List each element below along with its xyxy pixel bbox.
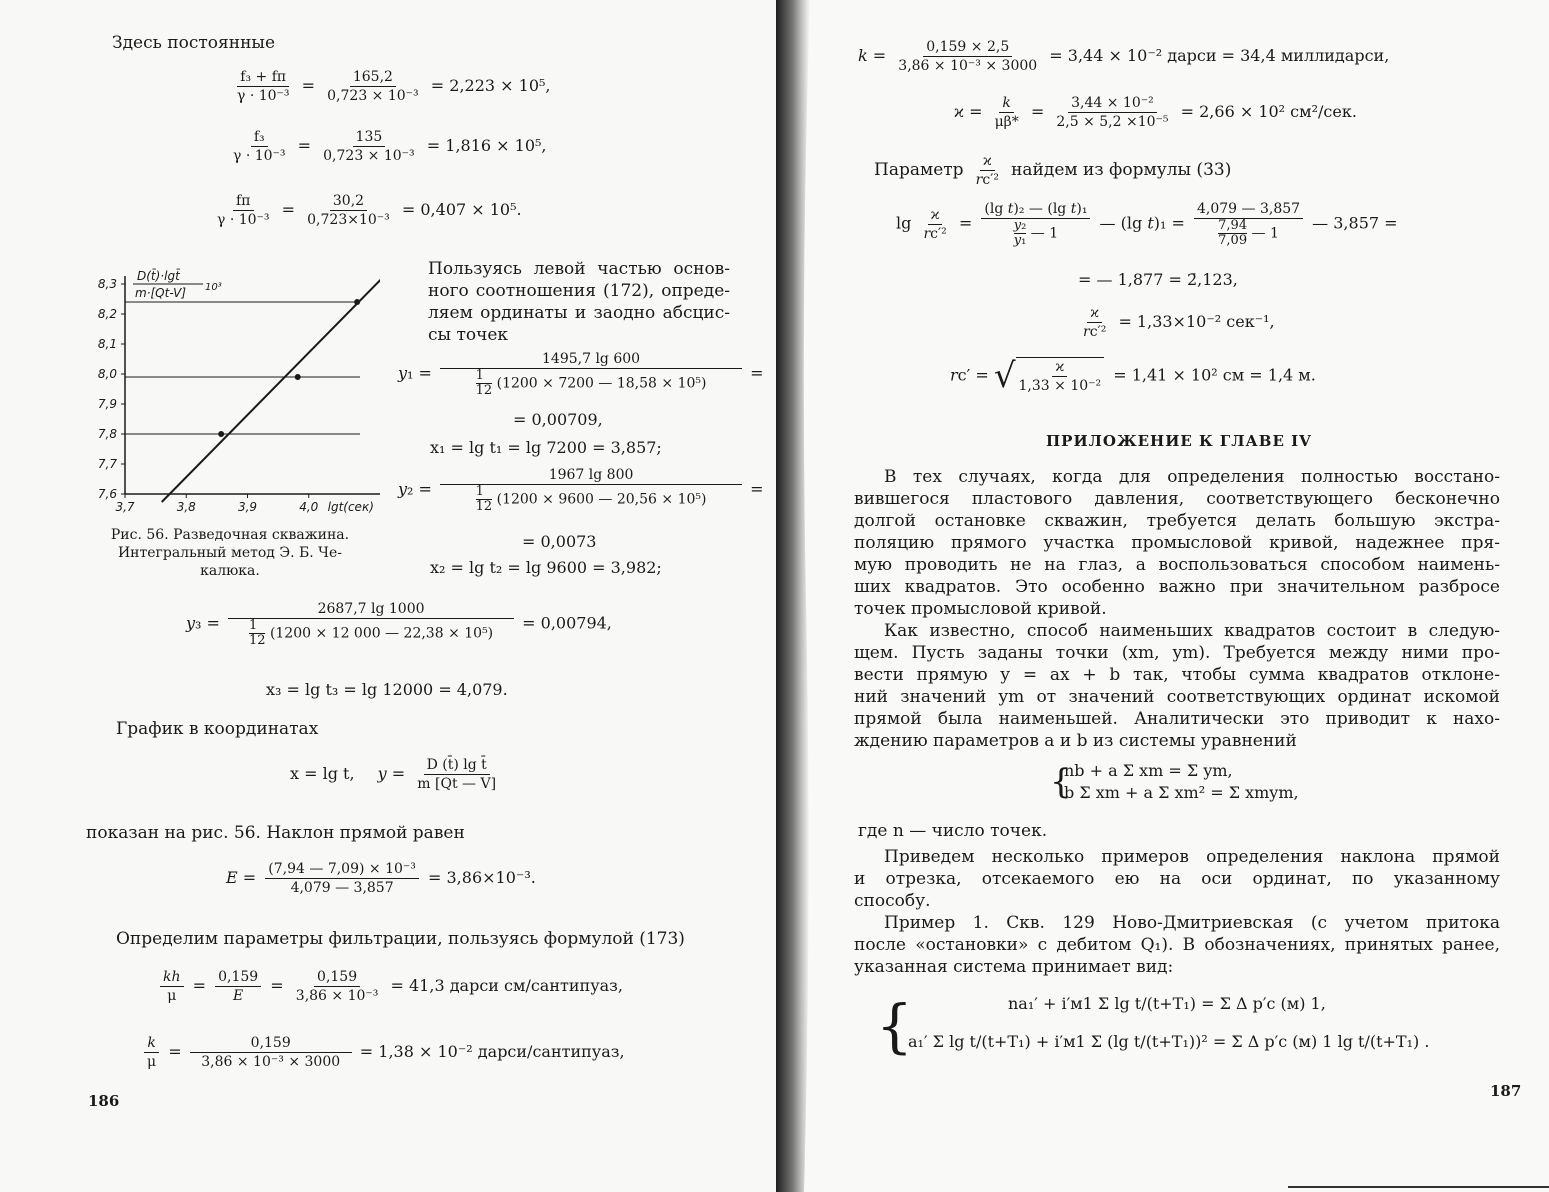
p2-line-4: ний значений ym от значений соответствующих ординат искомой bbox=[854, 687, 1500, 707]
coords-y-denominator: m [Qt — V] bbox=[417, 776, 497, 792]
p1-line-1: В тех случаях, когда для определения полностью восстано- bbox=[884, 467, 1500, 487]
rc-equation: rс′ = √ $\frac{ϰ}{\text{1,33 × 10⁻²}}$ = 1,41 × 10² см = 1,4 м. bbox=[950, 356, 1316, 396]
lg-second-line: = — 1,877 = 2̄,123, bbox=[1078, 270, 1238, 289]
side-line-4: сы точек bbox=[428, 325, 509, 345]
kmu-result: = 1,38 × 10⁻² дарси/сантипуаз, bbox=[359, 1042, 625, 1061]
x-tick-label: 4,0 bbox=[299, 500, 319, 514]
page-number-right: 187 bbox=[1490, 1082, 1522, 1100]
p1-line-5: мую проводить не на глаз, а воспользоваться способом наимень- bbox=[854, 555, 1500, 575]
y2-denominator: (1200 × 9600 — 20,56 × 10⁵) bbox=[496, 491, 707, 508]
where-text: где n — число точек. bbox=[858, 821, 1048, 841]
graph-text: График в координатах bbox=[116, 719, 319, 739]
final-eq-1: na₁′ + i′м1 Σ lg t/(t+T₁) = Σ Δ p′с (м) 1, bbox=[1008, 994, 1326, 1013]
paragraph-2 bbox=[854, 620, 1500, 752]
caption-line-1: Рис. 56. Разведочная скважина. bbox=[110, 527, 350, 543]
p2-line-3: вести прямую y = ax + b так, чтобы сумма квадратов отклоне- bbox=[854, 665, 1500, 685]
kh-equation: $\frac{kh}{\mu}$ = $\frac{0,159}{E}$ = $\frac{0,159}{\text{3,86 × 10⁻³}}$ = 41,3 дарси см/сантипуаз, bbox=[156, 968, 623, 1005]
paragraph-1 bbox=[854, 466, 1500, 620]
p2-line-2: щем. Пусть заданы точки (xm, ym). Требуется между ними про- bbox=[854, 643, 1500, 663]
x-tick-label: 3,9 bbox=[237, 500, 258, 514]
kappa-equation: ϰ = $\frac{k}{\mu\beta*}$ = $\frac{\text{3,44 × 10⁻²}}{\text{2,5 × 5,2 ×10⁻⁵}}$ = 2,66 × 10² см²/сек. bbox=[954, 95, 1357, 130]
coords-y-numerator: D (t̄) lg t̄ bbox=[424, 756, 490, 775]
y1-result: = 0,00709, bbox=[513, 410, 603, 429]
p2-line-6: ждению параметров a и b из системы уравнений bbox=[854, 731, 1297, 751]
kh-result: = 41,3 дарси см/сантипуаз, bbox=[390, 976, 623, 995]
E-result: = 3,86×10⁻³. bbox=[428, 868, 536, 887]
example-line-2: после «остановки» с дебитом Q₁). В обозначениях, принятых ранее, bbox=[854, 935, 1500, 955]
x2-equation: x₂ = lg t₂ = lg 9600 = 3,982; bbox=[430, 558, 662, 577]
bottom-rule bbox=[1288, 1186, 1549, 1188]
right-page: k = $\frac{0,159 \times 2,5}{\text{3,86 × 10⁻³ × 3000}}$ = 3,44 × 10⁻² дарси = 34,4 миллидарси, ϰ = $\frac{k}{\mu\beta*}$ = $\frac{\text{3,44 × 10⁻²}}{\text{2,5 × 5,2 ×10⁻⁵}}$ = 2,66 × 10² см²/сек. Параметр $\frac{ϰ}{\text{rс′²}}$ найдем из формулы (33) lg $\frac{ϰ}{\text{rс′²}}$ = (lg t)₂ — (lg t)₁ $\frac{\text{y₂}}{\text{y₁}}$ — 1 — (lg t)₁ = 4,079 — 3,857 $\frac{7,94}{7,09}$ — 1 — 3,857 = = — 1,877 = 2̄,123, $\frac{ϰ}{\text{rс′²}}$ = 1,33×10⁻² сек⁻¹, rс′ = √ $\frac{ϰ}{\text{1,33 × 10⁻²}}$ = 1,41 × 10² см = 1,4 м. ПРИЛОЖЕНИЕ К ГЛАВЕ IV В тех случаях, когда для определения полностью восстано- вившегося пластового давления, соответствующего бесконечно долгой остановке скважин, требуется делать большую экстра- поляцию прямого участка промысловой кривой, надежнее пря- мую проводить не на глаз, а воспользоваться способом наимень- ших квадратов. Это особенно важно при значительном разбросе точек промысловой кривой. Как известно, способ наименьших квадратов состоит в следую- щем. Пусть заданы точки (xm, ym). Требуется между ними про- вести прямую y = ax + b так, чтобы сумма квадратов отклоне- ний значений ym от значений соответствующих ординат искомой прямой была наименьшей. Аналитически это приводит к нахо- ждению параметров a и b из системы уравнений { nb + a Σ xm = Σ ym, b Σ xm + a Σ xm² = Σ xmym, где n — число точек. Приведем несколько примеров определения наклона прямой и отрезка, отсекаемого ею на оси ординат, по указанному способу. Пример 1. Скв. 129 Ново-Дмитриевская (с учетом притока после «остановки» с дебитом Q₁). В обозначениях, принятых ранее, указанная система принимает вид: { na₁′ + i′м1 Σ lg t/(t+T₁) = Σ Δ p′с (м) 1, a₁′ Σ lg t/(t+T₁) + i′м1 Σ (lg t/(t+T₁))² = Σ Δ p′с (м) 1 lg t/(t+T₁) . 187 bbox=[778, 0, 1549, 1192]
y-axis-label-denominator: m·[Qt-V] bbox=[135, 286, 187, 300]
side-paragraph bbox=[428, 258, 730, 346]
p1-line-2: вившегося пластового давления, соответствующего бесконечно bbox=[854, 489, 1500, 509]
rc-result: = 1,41 × 10² см = 1,4 м. bbox=[1113, 365, 1316, 385]
y-tick-label: 8,0 bbox=[97, 367, 117, 381]
y-tick-label: 8,1 bbox=[97, 337, 117, 351]
p2-line-1: Как известно, способ наименьших квадратов состоит в следую- bbox=[884, 621, 1500, 641]
example-paragraph bbox=[854, 912, 1500, 978]
y3-equation: y₃ = 2687,7 lg 1000 $\frac{1}{12}$ (1200 × 12 000 — 22,38 × 10⁵) = 0,00794, bbox=[186, 601, 612, 648]
E-denominator: 4,079 — 3,857 bbox=[290, 880, 394, 896]
system-eq-2: b Σ xm + a Σ xm² = Σ xmym, bbox=[1064, 783, 1299, 802]
y-tick-label: 7,6 bbox=[97, 487, 117, 501]
y-tick-label: 7,7 bbox=[97, 457, 117, 471]
y-tick-label: 7,9 bbox=[97, 397, 117, 411]
kappa-result: = 2,66 × 10² см²/сек. bbox=[1180, 102, 1357, 121]
E-numerator: (7,94 — 7,09) × 10⁻³ bbox=[265, 860, 419, 879]
k-numerator: 0,159 × 2,5 bbox=[923, 38, 1012, 57]
lg-result: — 3,857 = bbox=[1312, 213, 1398, 233]
y1-equation: y₁ = 1495,7 lg 600 $\frac{1}{12}$ (1200 × 7200 — 18,58 × 10⁵) = bbox=[398, 351, 764, 398]
y2-equation: y₂ = 1967 lg 800 $\frac{1}{12}$ (1200 × 9600 — 20,56 × 10⁵) = bbox=[398, 467, 764, 514]
y-tick-label: 8,3 bbox=[97, 277, 117, 291]
parameter-line: Параметр $\frac{ϰ}{\text{rс′²}}$ найдем из формулы (33) bbox=[874, 153, 1232, 188]
slope-text: показан на рис. 56. Наклон прямой равен bbox=[86, 823, 465, 843]
lg-equation: lg $\frac{ϰ}{\text{rс′²}}$ = (lg t)₂ — (lg t)₁ $\frac{\text{y₂}}{\text{y₁}}$ — 1 — (lg t)₁ = 4,079 — 3,857 $\frac{7,94}{7,09}$ — 1 — 3,857 = bbox=[896, 201, 1398, 248]
ratio-result: = 1,33×10⁻² сек⁻¹, bbox=[1118, 312, 1275, 331]
coords-x: x = lg t, bbox=[290, 764, 355, 783]
p1-line-4: поляцию прямого участка промысловой кривой, надежнее пря- bbox=[854, 533, 1500, 553]
kappa-denominator: 2,5 × 5,2 ×10⁻⁵ bbox=[1056, 114, 1169, 130]
data-point bbox=[295, 374, 301, 380]
side-line-1: Пользуясь левой частью основ- bbox=[428, 259, 730, 279]
p1-line-7: точек промысловой кривой. bbox=[854, 599, 1107, 619]
x1-equation: x₁ = lg t₁ = lg 7200 = 3,857; bbox=[430, 438, 662, 457]
caption-line-2: Интегральный метод Э. Б. Че- bbox=[117, 545, 343, 561]
final-eq-2: a₁′ Σ lg t/(t+T₁) + i′м1 Σ (lg t/(t+T₁))² = Σ Δ p′с (м) 1 lg t/(t+T₁) . bbox=[908, 1032, 1430, 1051]
intro-text: Здесь постоянные bbox=[112, 33, 276, 53]
y-axis-label-scale: 10³ bbox=[205, 282, 222, 293]
y3-numerator: 2687,7 lg 1000 bbox=[228, 600, 514, 619]
equation-3: $\frac{fп}{\text{γ · 10⁻³}}$ = $\frac{30,2}{\text{0,723×10⁻³}}$ = 0,407 × 10⁵. bbox=[217, 193, 522, 228]
p1-line-6: ших квадратов. Это особенно важно при значительном разбросе bbox=[854, 577, 1500, 597]
y1-denominator: (1200 × 7200 — 18,58 × 10⁵) bbox=[496, 375, 707, 392]
data-point bbox=[354, 299, 360, 305]
p3-line-1: Приведем несколько примеров определения наклона прямой bbox=[884, 847, 1500, 867]
example-line-3: указанная система принимает вид: bbox=[854, 957, 1174, 977]
fit-line bbox=[162, 278, 380, 502]
k-equation: k = $\frac{0,159 \times 2,5}{\text{3,86 × 10⁻³ × 3000}}$ = 3,44 × 10⁻² дарси = 34,4 миллидарси, bbox=[858, 39, 1390, 74]
y-axis-label-numerator: D(t̄)·lgt̄ bbox=[137, 269, 180, 283]
p2-line-5: прямой была наименьшей. Аналитически это приводит к нахо- bbox=[854, 709, 1500, 729]
side-line-2: ного соотношения (172), опреде- bbox=[428, 281, 730, 301]
p3-line-2: и отрезка, отсекаемого ею на оси ординат, по указанному bbox=[854, 869, 1500, 889]
slope-equation: E = $\frac{\text{(7,94 — 7,09) × 10⁻³}}{4,079 — 3,857}$ = 3,86×10⁻³. bbox=[226, 861, 536, 896]
equation-1: $\frac{\text{f₃ + fп}}{\text{γ · 10⁻³}}$ = $\frac{165,2}{\text{0,723 × 10⁻³}}$ = 2,223 × 10⁵, bbox=[237, 69, 551, 104]
side-line-3: ляем ординаты и заодно абсцис- bbox=[428, 303, 730, 323]
ratio-equation: $\frac{ϰ}{\text{rс′²}}$ = 1,33×10⁻² сек⁻¹, bbox=[1083, 305, 1275, 340]
y3-result: = 0,00794, bbox=[522, 613, 612, 633]
y2-result: = 0,0073 bbox=[522, 532, 597, 551]
p1-line-3: долгой остановке скважин, требуется делать большую экстра- bbox=[854, 511, 1500, 531]
y1-numerator: 1495,7 lg 600 bbox=[440, 350, 742, 369]
y-tick-label: 7,8 bbox=[97, 427, 117, 441]
k-result: = 3,44 × 10⁻² дарси = 34,4 миллидарси, bbox=[1049, 46, 1390, 65]
kmu-equation: $\frac{k}{\mu}$ = $\frac{0,159}{\text{3,86 × 10⁻³ × 3000}}$ = 1,38 × 10⁻² дарси/сантипуаз, bbox=[140, 1034, 625, 1071]
x-axis-label: lgt(сек) bbox=[327, 500, 374, 514]
caption-line-3: калюка. bbox=[200, 563, 260, 579]
x3-equation: x₃ = lg t₃ = lg 12000 = 4,079. bbox=[266, 680, 508, 699]
parameter-text: найдем из формулы (33) bbox=[1011, 160, 1232, 180]
example-line-1: Пример 1. Скв. 129 Ново-Дмитриевская (с учетом притока bbox=[884, 913, 1500, 933]
p3-line-3: способу. bbox=[854, 891, 931, 911]
paragraph-3 bbox=[854, 846, 1500, 912]
figure-caption bbox=[80, 526, 380, 580]
equation-2: $\frac{\text{f₃}}{\text{γ · 10⁻³}}$ = $\frac{135}{\text{0,723 × 10⁻³}}$ = 1,816 × 10⁵, bbox=[233, 129, 547, 164]
y-tick-label: 8,2 bbox=[97, 307, 117, 321]
x-tick-label: 3,7 bbox=[115, 500, 135, 514]
appendix-heading: ПРИЛОЖЕНИЕ К ГЛАВЕ IV bbox=[1046, 432, 1312, 450]
y3-denominator: (1200 × 12 000 — 22,38 × 10⁵) bbox=[269, 625, 494, 642]
equation-system: { nb + a Σ xm = Σ ym, b Σ xm + a Σ xm² = Σ xmym, bbox=[1050, 761, 1299, 802]
book-gutter-shadow bbox=[776, 0, 836, 1192]
coords-equation: x = lg t, y = $\frac{\text{D (t̄) lg t̄}}{m [Qt — V]}$ bbox=[290, 756, 503, 793]
filter-text: Определим параметры фильтрации, пользуясь формулой (173) bbox=[116, 929, 685, 949]
system-eq-1: nb + a Σ xm = Σ ym, bbox=[1064, 761, 1233, 780]
x-tick-label: 3,8 bbox=[176, 500, 196, 514]
data-point bbox=[218, 431, 224, 437]
k-denominator: 3,86 × 10⁻³ × 3000 bbox=[898, 58, 1038, 74]
kappa-numerator: 3,44 × 10⁻² bbox=[1068, 94, 1157, 113]
y2-numerator: 1967 lg 800 bbox=[440, 466, 742, 485]
page-number-left: 186 bbox=[88, 1092, 120, 1110]
figure-56-chart bbox=[80, 262, 380, 522]
